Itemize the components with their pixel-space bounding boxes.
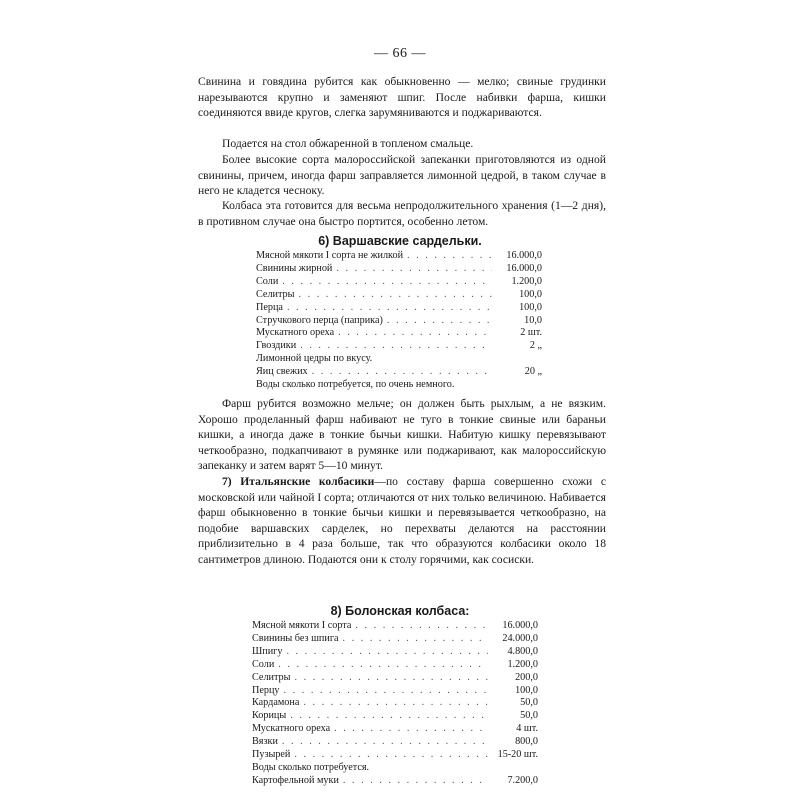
ingredient-qty: 2 „ bbox=[529, 340, 542, 352]
ingredient-name: Соли bbox=[252, 658, 275, 670]
ingredient-row bbox=[252, 672, 538, 685]
ingredient-row bbox=[256, 263, 542, 276]
ingredient-row bbox=[256, 276, 542, 289]
ingredient-qty: 16.000,0 bbox=[502, 620, 538, 631]
paragraph-varieties: Более высокие сорта малороссийской запеканки приготовляются из одной свинины, причем, иногда фарш заправляется лимонной цедрой, в таком случае в него не кладется чесноку. bbox=[198, 153, 606, 198]
ingredient-name: Кардамона bbox=[252, 697, 300, 709]
ingredient-name: Яиц свежих bbox=[256, 366, 308, 378]
section-6-title: 6) Варшавские сардельки. bbox=[318, 234, 482, 248]
ingredient-qty: 2 шт. bbox=[520, 327, 542, 339]
ingredient-name: Пузырей bbox=[252, 749, 291, 761]
section-8-title: 8) Болонская колбаса: bbox=[330, 604, 470, 618]
ingredient-row bbox=[256, 366, 542, 379]
ingredient-name: Воды сколько потребуется. bbox=[252, 761, 370, 773]
ingredient-row bbox=[256, 302, 542, 315]
paragraph-preparation: Свинина и говядина рубится как обыкновенно — мелко; свиные грудинки нарезываются крупно и заменяют шпиг. После набивки фарша, кишки соединяются ввиде кругов, слегка зарумяниваются и поджариваются. bbox=[198, 75, 606, 120]
ingredient-qty: 24.000,0 bbox=[502, 632, 538, 644]
ingredient-name: Селитры bbox=[252, 671, 291, 683]
ingredient-qty: 1.200,0 bbox=[507, 658, 538, 670]
page-number: — 66 — bbox=[374, 46, 426, 61]
ingredient-qty: 4.800,0 bbox=[507, 645, 538, 657]
ingredient-qty: 10,0 bbox=[524, 314, 542, 326]
ingredient-qty: 50,0 bbox=[520, 697, 538, 709]
ingredient-name: Картофельной муки bbox=[252, 774, 339, 786]
ingredient-row bbox=[252, 659, 538, 672]
ingredient-name: Шпигу bbox=[252, 645, 283, 657]
ingredient-qty: 100,0 bbox=[515, 684, 538, 696]
ingredient-row bbox=[256, 315, 542, 328]
ingredient-name: Гвоздики bbox=[256, 340, 297, 352]
ingredient-row bbox=[256, 250, 542, 263]
ingredient-row bbox=[252, 646, 538, 659]
section-7-text: —по составу фарша совершенно схожи с московской или чайной I сорта; отличаются от них только величиною. Набивается фарш обыкновенно в тонкие бычьи кишки и перевязывается четкообразно, на подобие варшавских сарделек, но перехваты делаются на расстоянии приблизительно в 4 раза больше, так что образуются колбасики около 18 сантиметров длиною. Подаются они к столу горячими, как сосиски. bbox=[198, 475, 606, 566]
paragraph-section-7 bbox=[198, 474, 606, 568]
ingredient-row bbox=[252, 633, 538, 646]
ingredient-row bbox=[252, 620, 538, 633]
ingredient-name: Селитры bbox=[256, 288, 295, 300]
ingredient-name: Соли bbox=[256, 275, 279, 287]
ingredient-qty: 50,0 bbox=[520, 710, 538, 722]
paragraph-serving: Подается на стол обжаренной в топленом смальце. bbox=[222, 137, 474, 150]
ingredient-name: Мясной мякоти I сорта bbox=[252, 620, 352, 631]
ingredient-note bbox=[252, 762, 538, 775]
section-7-title: 7) Итальянские колбасики bbox=[222, 475, 375, 488]
ingredient-row bbox=[252, 723, 538, 736]
ingredient-row bbox=[252, 749, 538, 762]
ingredient-name: Лимонной цедры по вкусу. bbox=[256, 353, 373, 365]
ingredient-row bbox=[252, 685, 538, 698]
ingredient-qty: 4 шт. bbox=[516, 723, 538, 735]
ingredient-note bbox=[256, 353, 542, 366]
ingredient-row bbox=[252, 710, 538, 723]
ingredient-row bbox=[256, 340, 542, 353]
ingredient-row bbox=[256, 327, 542, 340]
ingredient-qty: 200,0 bbox=[515, 671, 538, 683]
ingredient-qty: 800,0 bbox=[515, 736, 538, 748]
ingredient-name: Свинины жирной bbox=[256, 262, 333, 274]
ingredient-qty: 7.200,0 bbox=[507, 774, 538, 786]
ingredient-name: Корицы bbox=[252, 710, 287, 722]
ingredient-qty: 20 „ bbox=[524, 366, 542, 378]
ingredient-qty: 15-20 шт. bbox=[497, 749, 538, 761]
ingredient-name: Мясной мякоти I сорта не жилкой bbox=[256, 250, 404, 261]
recipe-list-8 bbox=[252, 620, 538, 788]
ingredient-name: Вязки bbox=[252, 736, 278, 748]
ingredient-name: Мускатного ореха bbox=[256, 327, 335, 339]
ingredient-row bbox=[256, 289, 542, 302]
ingredient-name: Мускатного ореха bbox=[252, 723, 331, 735]
paragraph-section-6-method: Фарш рубится возможно мельче; он должен быть рыхлым, а не вязким. Хорошо проделанный фарш набивают не туго в тонкие свиные или бараньи кишки, а иногда даже в тонкие бычьи кишки. Набитую кишку перевязывают четкообразно, подкапчивают в румянке или поджаривают, как малороссийскую запеканку и затем варят 5—10 минут. bbox=[198, 397, 606, 473]
ingredient-row bbox=[252, 697, 538, 710]
paragraph-storage: Колбаса эта готовится для весьма непродолжительного хранения (1—2 дня), в противном случае она быстро портится, особенно летом. bbox=[198, 199, 606, 228]
recipe-list-6 bbox=[256, 250, 542, 392]
ingredient-row bbox=[252, 736, 538, 749]
ingredient-qty: 1.200,0 bbox=[511, 275, 542, 287]
ingredient-name: Стручкового перца (паприка) bbox=[256, 314, 383, 326]
ingredient-qty: 16.000,0 bbox=[506, 262, 542, 274]
ingredient-qty: 16.000,0 bbox=[506, 250, 542, 261]
ingredient-row bbox=[252, 775, 538, 788]
ingredient-name: Свинины без шпига bbox=[252, 632, 339, 644]
ingredient-note bbox=[256, 379, 542, 392]
ingredient-qty: 100,0 bbox=[519, 288, 542, 300]
ingredient-qty: 100,0 bbox=[519, 301, 542, 313]
ingredient-name: Воды сколько потребуется, по очень немного. bbox=[256, 379, 455, 391]
ingredient-name: Перцу bbox=[252, 684, 280, 696]
ingredient-name: Перца bbox=[256, 301, 283, 313]
